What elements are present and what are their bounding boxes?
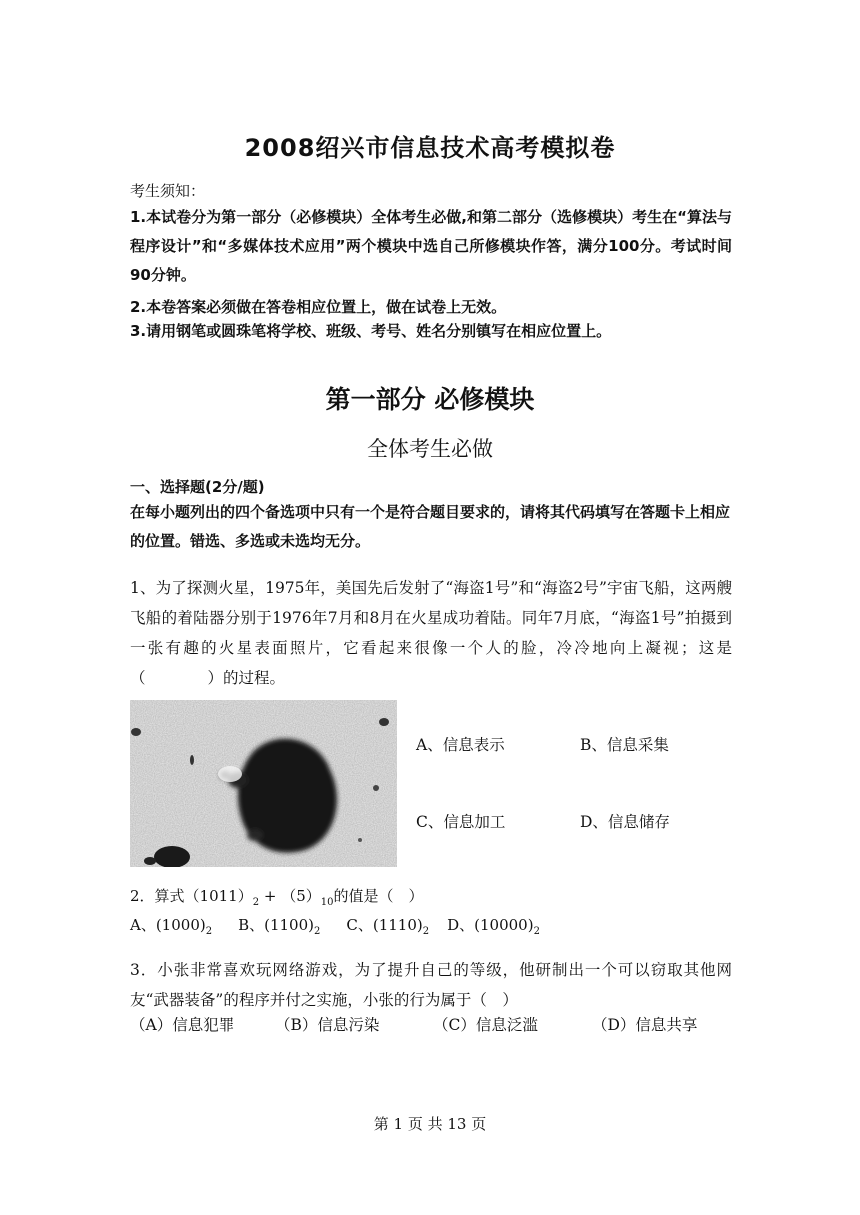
q2-option-d: D、(10000) [447,916,534,934]
q2-option-b-base: 2 [314,926,321,937]
notice-label: 考生须知： [130,182,206,200]
question-2-text [130,885,424,908]
q1-option-d: D、信息储存 [580,813,670,831]
question-2-options [130,914,540,937]
q2-part1: 2．算式（1011） [130,887,253,905]
q1-option-c: C、信息加工 [416,813,506,831]
q2-base-10: 10 [320,897,334,908]
notice-item-3: 3.请用钢笔或圆珠笔将学校、班级、考号、姓名分别镇写在相应位置上。 [130,322,612,340]
question-1-text: 1、为了探测火星，1975年，美国先后发射了“海盗1号”和“海盗2号”宇宙飞船，这两艘飞船的着陆器分别于1976年7月和8月在火星成功着陆。同年7月底，“海盗1号”拍摄到一张有趣的火星表面照片，它看起来很像一个人的脸，冷冷地向上凝视；这是（ ）的过程。 [130,579,732,687]
q1-option-a: A、信息表示 [416,736,505,754]
q3-option-b: （B）信息污染 [275,1016,380,1034]
page-footer: 第 1 页 共 13 页 [373,1115,487,1133]
section-heading: 一、选择题(2分/题) [130,478,265,496]
q2-option-c: C、(1110) [346,916,423,934]
q2-base-2: 2 [252,897,260,908]
notice-item-1: 1.本试卷分为第一部分（必修模块）全体考生必做,和第二部分（选修模块）考生在“算法与程序设计”和“多媒体技术应用”两个模块中选自己所修模块作答，满分100分。考试时间90分钟。 [130,208,732,284]
part-subtitle: 全体考生必做 [367,437,493,461]
q3-option-a: （A）信息犯罪 [130,1016,235,1034]
q2-option-d-base: 2 [533,926,540,937]
q2-part2: + （5） [259,887,321,905]
q3-option-c: （C）信息泛滥 [433,1016,538,1034]
q2-option-b: B、(1100) [238,916,314,934]
question-3-text: 3．小张非常喜欢玩网络游戏，为了提升自己的等级，他研制出一个可以窃取其他网友“武器装备”的程序并付之实施，小张的行为属于（ ） [130,961,732,1009]
q1-option-b: B、信息采集 [580,736,669,754]
part-title: 第一部分 必修模块 [325,385,535,414]
section-description: 在每小题列出的四个备选项中只有一个是符合题目要求的，请将其代码填写在答题卡上相应的位置。错选、多选或未选均无分。 [130,503,731,550]
q2-part3: 的值是（ ） [333,887,424,905]
mars-face-photo [130,700,397,867]
q2-option-a-base: 2 [205,926,213,937]
q2-option-a: A、(1000) [130,916,206,934]
q3-option-d: （D）信息共享 [592,1016,698,1034]
mars-photo-image [130,700,397,867]
notice-item-2: 2.本卷答案必须做在答卷相应位置上，做在试卷上无效。 [130,298,507,316]
q2-option-c-base: 2 [422,926,430,937]
exam-title: 2008绍兴市信息技术高考模拟卷 [244,134,616,162]
